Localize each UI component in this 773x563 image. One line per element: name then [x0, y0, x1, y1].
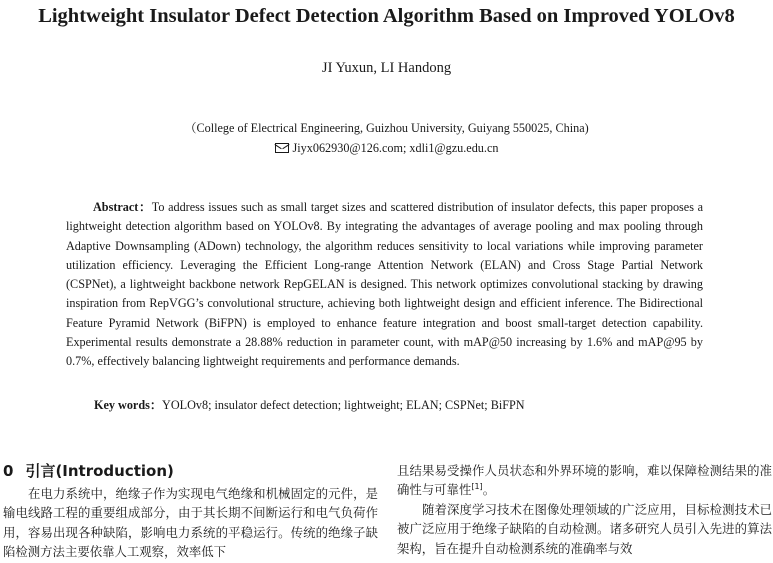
right-column [397, 461, 772, 558]
authors: JI Yuxun, LI Handong [321, 60, 452, 76]
abstract-label: Abstract： [93, 200, 152, 214]
affiliation: （College of Electrical Engineering, Guizhou University, Guiyang 550025, China) [184, 121, 589, 135]
citation-1[interactable]: [1] [471, 482, 483, 492]
envelope-icon [275, 143, 289, 153]
abstract-text: To address issues such as small target sizes and scattered distribution of insulator defects, this paper proposes a lightweight detection algorithm based on YOLOv8. By integrating the advantages of average pooling and max pooling through Adaptive Downsampling (ADown) technology, the algorithm reduces sensitivity to local variations while improving parameter utilization efficiency. Leveraging the Efficient Long-range Attention Network (ELAN) and Cross Stage Partial Network (CSPNet), a lightweight backbone network RepGELAN is designed. This network optimizes convolutional stacking by drawing inspiration from RepVGG’s convolutional structure, achieving both lightweight design and efficient inference. The Bidirectional Feature Pyramid Network (BiFPN) is employed to enhance feature integration and boost small-target detection capability. Experimental results demonstrate a 28.88% reduction in parameter count, with mAP@50 increasing by 1.6% and mAP@95 by 0.7%, effectively balancing lightweight requirements and performance demands. [66, 200, 703, 369]
keywords-text: YOLOv8; insulator defect detection; lightweight; ELAN; CSPNet; BiFPN [162, 398, 525, 412]
keywords [94, 396, 703, 415]
intro-paragraph-1-continued [397, 461, 772, 500]
paragraph-end: 。 [482, 482, 496, 498]
left-column [3, 460, 378, 562]
keywords-label: Key words： [94, 398, 163, 412]
intro-paragraph-1: 在电力系统中，绝缘子作为实现电气绝缘和机械固定的元件，是输电线路工程的重要组成部分，由于其长期不间断运行和电气负荷作用，容易出现各种缺陷，影响电力系统的平稳运行。传统的绝缘子缺陷检测方法主要依靠人工观察，效率低下 [3, 486, 378, 560]
email-line [0, 139, 773, 157]
section-number: 0 [3, 462, 14, 480]
section-heading [3, 460, 378, 482]
abstract [66, 198, 703, 372]
paragraph-text: 且结果易受操作人员状态和外界环境的影响，难以保障检测结果的准确性与可靠性 [397, 463, 772, 498]
paper-title: Lightweight Insulator Defect Detection Algorithm Based on Improved YOLOv8 [38, 5, 735, 27]
email-address[interactable]: Jiyx062930@126.com; xdli1@gzu.edu.cn [292, 141, 499, 155]
intro-paragraph-2: 随着深度学习技术在图像处理领域的广泛应用，目标检测技术已被广泛应用于绝缘子缺陷的自动检测。诸多研究人员引入先进的算法架构，旨在提升自动检测系统的准确率与效 [397, 501, 772, 556]
section-title: 引言(Introduction) [25, 462, 174, 480]
